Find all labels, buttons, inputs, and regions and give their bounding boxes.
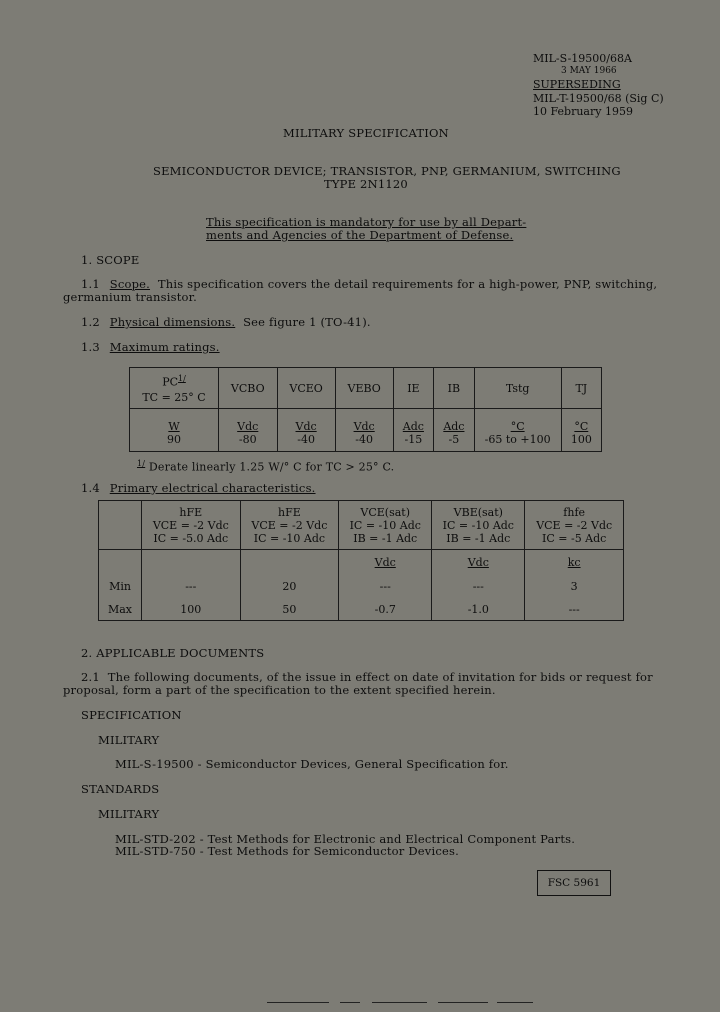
para-2-1	[81, 670, 653, 684]
spec-type: TYPE 2N1120	[324, 177, 408, 191]
char-value: ---	[142, 574, 241, 598]
doc-number: MIL-S-19500/68A	[533, 52, 632, 65]
section1-heading: 1. SCOPE	[81, 253, 140, 267]
scan-rule	[438, 1002, 488, 1003]
value-cell: -80	[219, 433, 278, 452]
standards-label: STANDARDS	[81, 782, 160, 796]
row-label-min: Min	[99, 574, 142, 598]
header-tj: TJ	[561, 368, 601, 409]
footnote-mark: 1/	[137, 459, 146, 468]
char-condition: IC = -10 Adc	[253, 531, 326, 545]
para-1-3-title: Maximum ratings.	[109, 340, 220, 354]
char-header	[142, 501, 241, 550]
footnote-text: Derate linearly 1.25 W/° C for TC > 25° C.	[148, 460, 395, 474]
para-1-1-number: 1.1	[81, 277, 100, 291]
char-value: ---	[525, 598, 624, 621]
char-value: 100	[142, 598, 241, 621]
value-cell: -40	[335, 433, 393, 452]
char-unit: Vdc	[339, 550, 432, 575]
spec-subject: SEMICONDUCTOR DEVICE; TRANSISTOR, PNP, GERMANIUM, SWITCHING	[153, 164, 621, 178]
header-block	[533, 52, 664, 118]
row-label-max: Max	[99, 598, 142, 621]
superseded-date: 10 February 1959	[533, 104, 633, 118]
blank-unit-cell	[99, 550, 142, 575]
char-value: -1.0	[432, 598, 525, 621]
unit-cell: Vdc	[335, 409, 393, 434]
para-2-1-text: The following documents, of the issue in effect on date of invitation for bids or request for	[107, 670, 653, 684]
char-symbol: VBE(sat)	[453, 505, 503, 519]
char-unit	[240, 550, 339, 575]
mandatory-notice-line1: This specification is mandatory for use by all Depart-	[206, 215, 527, 229]
char-header	[240, 501, 339, 550]
section2-heading: 2. APPLICABLE DOCUMENTS	[81, 646, 265, 660]
header-vceo: VCEO	[277, 368, 335, 409]
char-symbol: hFE	[179, 505, 203, 519]
header-vebo: VEBO	[335, 368, 393, 409]
spec-heading: MILITARY SPECIFICATION	[283, 126, 449, 140]
unit-cell: W	[130, 409, 219, 434]
para-1-1-text-cont: germanium transistor.	[63, 290, 197, 304]
char-condition: IB = -1 Adc	[446, 531, 511, 545]
military-label: MILITARY	[98, 733, 160, 747]
char-unit: Vdc	[432, 550, 525, 575]
blank-header-cell	[99, 501, 142, 550]
scan-rule	[267, 1002, 329, 1003]
unit-cell: Vdc	[219, 409, 278, 434]
char-unit: kc	[525, 550, 624, 575]
unit-cell: Adc	[393, 409, 434, 434]
header-ie: IE	[393, 368, 434, 409]
para-1-2	[81, 315, 371, 329]
char-condition: VCE = -2 Vdc	[251, 518, 328, 532]
para-1-3	[81, 340, 220, 354]
char-header	[525, 501, 624, 550]
char-condition: IC = -5 Adc	[542, 531, 607, 545]
value-cell: -5	[434, 433, 475, 452]
date-issued: 3 MAY 1966	[561, 66, 617, 77]
char-value: ---	[432, 574, 525, 598]
value-cell: -40	[277, 433, 335, 452]
unit-cell: °C	[561, 409, 601, 434]
char-symbol: fhfe	[563, 505, 586, 519]
superseded-doc: MIL-T-19500/68 (Sig C)	[533, 91, 664, 105]
tc-label: TC = 25° C	[142, 390, 206, 404]
scan-rule	[497, 1002, 533, 1003]
para-1-1	[81, 277, 657, 291]
value-cell: -65 to +100	[474, 433, 561, 452]
standard-reference: MIL-STD-750 - Test Methods for Semiconductor Devices.	[115, 844, 459, 858]
superseding-label: SUPERSEDING	[533, 78, 621, 92]
char-value: 3	[525, 574, 624, 598]
char-condition: IC = -5.0 Adc	[153, 531, 229, 545]
header-vcbo: VCBO	[219, 368, 278, 409]
pc-label: PC	[162, 375, 179, 389]
fsc-box: FSC 5961	[537, 870, 611, 896]
char-value: ---	[339, 574, 432, 598]
electrical-characteristics-table	[98, 500, 624, 621]
ratings-footnote	[137, 459, 394, 474]
unit-cell: Vdc	[277, 409, 335, 434]
header-tstg: Tstg	[474, 368, 561, 409]
unit-cell: Adc	[434, 409, 475, 434]
standard-reference: MIL-STD-202 - Test Methods for Electronic and Electrical Component Parts.	[115, 832, 576, 846]
mandatory-notice-line2: ments and Agencies of the Department of Defense.	[206, 228, 514, 242]
char-unit	[142, 550, 241, 575]
scan-rule	[372, 1002, 427, 1003]
char-header	[432, 501, 525, 550]
char-condition: VCE = -2 Vdc	[152, 518, 229, 532]
char-symbol: hFE	[278, 505, 301, 519]
value-cell: -15	[393, 433, 434, 452]
char-value: 50	[240, 598, 339, 621]
para-1-1-text: This specification covers the detail requirements for a high-power, PNP, switching,	[157, 277, 658, 291]
unit-cell: °C	[474, 409, 561, 434]
char-value: -0.7	[339, 598, 432, 621]
char-value: 20	[240, 574, 339, 598]
header-pc	[130, 368, 219, 409]
para-1-2-number: 1.2	[81, 315, 100, 329]
para-1-2-text: See figure 1 (TO-41).	[243, 315, 371, 329]
value-cell: 90	[130, 433, 219, 452]
para-1-4	[81, 481, 316, 495]
scan-rule	[340, 1002, 360, 1003]
para-1-1-title: Scope.	[109, 277, 151, 291]
para-1-4-number: 1.4	[81, 481, 100, 495]
pc-footnote-mark: 1/	[178, 374, 186, 384]
value-cell: 100	[561, 433, 601, 452]
char-condition: IB = -1 Adc	[353, 531, 418, 545]
military-label: MILITARY	[98, 807, 160, 821]
spec-reference: MIL-S-19500 - Semiconductor Devices, General Specification for.	[115, 757, 509, 771]
para-1-2-title: Physical dimensions.	[109, 315, 236, 329]
header-ib: IB	[434, 368, 475, 409]
specification-label: SPECIFICATION	[81, 708, 182, 722]
char-header	[339, 501, 432, 550]
para-1-3-number: 1.3	[81, 340, 100, 354]
char-condition: IC = -10 Adc	[442, 518, 514, 532]
char-condition: VCE = -2 Vdc	[536, 518, 613, 532]
maximum-ratings-table	[129, 367, 602, 452]
para-2-1-number: 2.1	[81, 670, 100, 684]
para-1-4-title: Primary electrical characteristics.	[109, 481, 316, 495]
char-condition: IC = -10 Adc	[349, 518, 421, 532]
para-2-1-text-cont: proposal, form a part of the specification to the extent specified herein.	[63, 683, 496, 697]
char-symbol: VCE(sat)	[360, 505, 411, 519]
